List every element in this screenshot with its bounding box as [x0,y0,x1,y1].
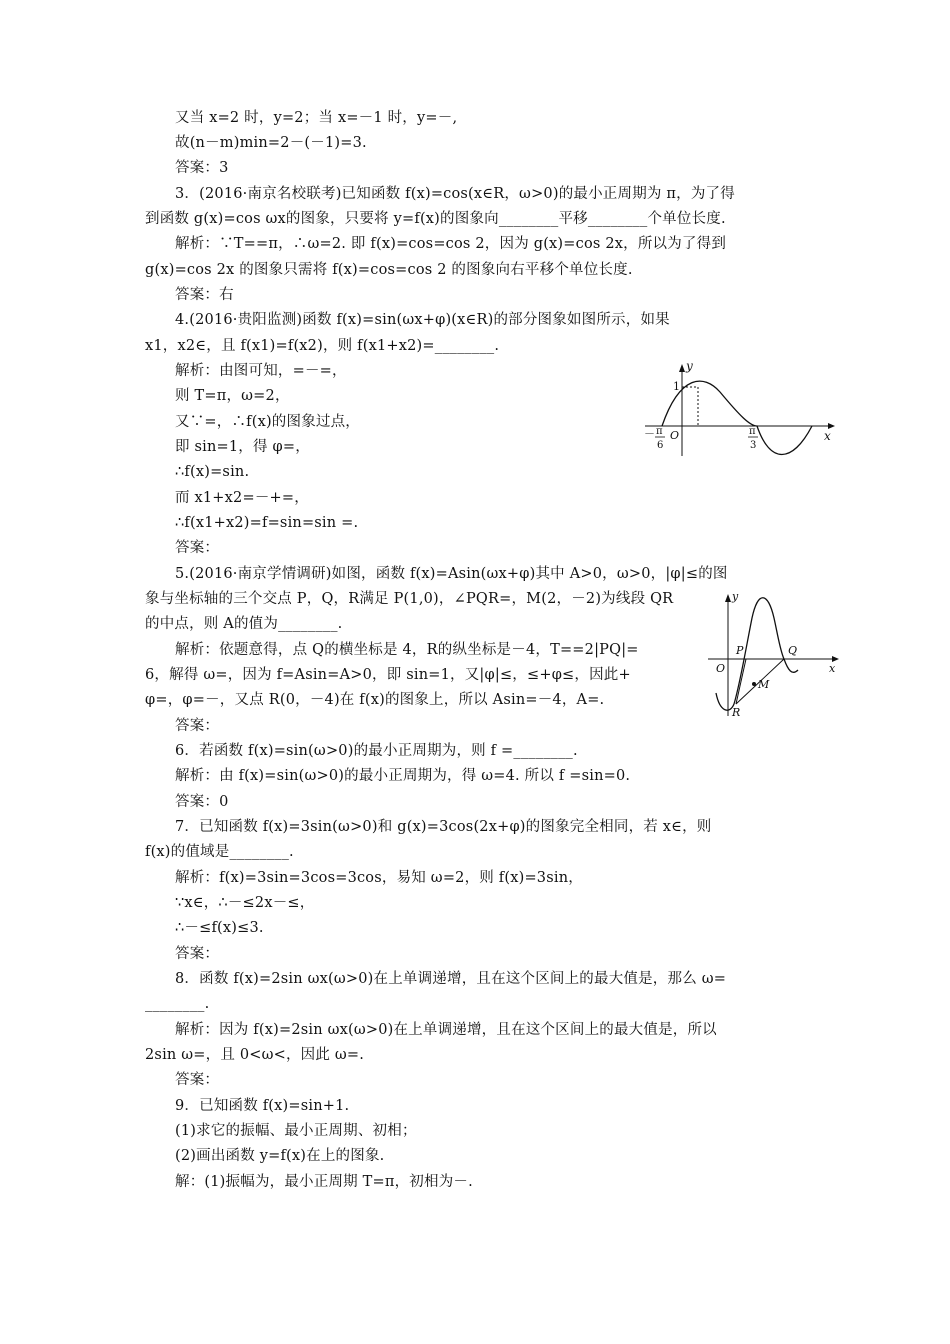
text-line: (2)画出函数 y=f(x)在上的图象. [175,1148,385,1164]
text-line: 又∵=，∴f(x)的图象过点， [175,414,361,430]
text-line: x1，x2∈，且 f(x1)=f(x2)，则 f(x1+x2)=________. [145,338,500,354]
y-axis-arrow [725,594,731,602]
text-line: 8．函数 f(x)=2sin ωx(ω>0)在上单调递增，且在这个区间上的最大值是，那么 ω= [175,971,727,987]
fig1-y-label: y [686,360,693,373]
text-line: 解析：因为 f(x)=2sin ωx(ω>0)在上单调递增，且在这个区间上的最大值是，所以 [175,1022,717,1038]
text-line: 象与坐标轴的三个交点 P，Q，R满足 P(1,0)，∠PQR=，M(2，－2)为线段 QR [145,591,674,607]
text-line: ∴f(x1+x2)=f=sin=sin =. [175,515,359,531]
text-line: 则 T=π，ω=2， [175,388,290,404]
fig2-y-label: y [732,590,739,603]
text-line: 的中点，则 A的值为________. [145,616,343,632]
fig1-x-label: x [824,429,831,443]
sine-curve [662,381,812,454]
text-line: 解析：由 f(x)=sin(ω>0)的最小正周期为，得 ω=4. 所以 f =sin=0. [175,768,631,784]
text-line: ∵x∈，∴－≤2x－≤， [175,895,315,911]
text-line: ∴－≤f(x)≤3. [175,920,264,936]
text-line: 答案：3 [175,160,229,176]
fig2-r-label: R [732,706,741,718]
text-line: 故(n－m)min=2－(－1)=3. [175,135,367,151]
text-line: 3．(2016·南京名校联考)已知函数 f(x)=cos(x∈R，ω>0)的最小正周期为 π，为了得 [175,186,735,202]
point-m [752,682,756,686]
text-line: 2sin ω=，且 0<ω<，因此 ω=. [145,1047,365,1063]
text-line: 答案：右 [175,287,234,303]
text-line: 9．已知函数 f(x)=sin+1. [175,1098,350,1114]
text-line: 答案： [175,1072,220,1088]
text-line: 即 sin=1，得 φ=， [175,439,310,455]
text-line: φ=，φ=－，又点 R(0，－4)在 f(x)的图象上，所以 Asin=－4，A=. [145,692,605,708]
pqr-graph-figure [706,588,840,718]
fig2-p-label: P [736,644,744,657]
text-line: 又当 x=2 时，y=2；当 x=－1 时，y=－, [175,110,458,126]
text-line: ________. [145,996,210,1012]
y-axis-arrow [679,364,685,372]
text-line: 7．已知函数 f(x)=3sin(ω>0)和 g(x)=3cos(2x+φ)的图象完全相同，若 x∈，则 [175,819,712,835]
fig2-origin-label: O [716,662,726,675]
fig1-origin-label: O [670,429,680,442]
fig1-den: 3 [750,440,757,451]
fig1-neg-den: 6 [657,440,664,451]
segment-pr [736,659,746,704]
fig1-neg-pi: π [656,426,663,437]
text-line: 解析：由图可知，=－=， [175,363,347,379]
text-line: 解：(1)振幅为，最小正周期 T=π，初相为－. [175,1174,473,1190]
fig1-one-label: 1 [673,380,680,393]
text-line: (1)求它的振幅、最小正周期、初相； [175,1123,417,1139]
text-line: 而 x1+x2=－+=， [175,490,309,506]
text-line: 答案： [175,946,220,962]
fig1-neg-sign: － [644,427,655,440]
text-line: 答案： [175,540,220,556]
fig2-x-label: x [829,662,836,675]
fig2-q-label: Q [788,644,798,657]
text-line: ∴f(x)=sin. [175,464,250,480]
text-line: 答案：0 [175,794,229,810]
text-line: f(x)的值域是________. [145,844,294,860]
fig2-m-label: M [758,678,770,691]
text-line: 4.(2016·贵阳监测)函数 f(x)=sin(ωx+φ)(x∈R)的部分图象如图所示，如果 [175,312,670,328]
text-line: 6．若函数 f(x)=sin(ω>0)的最小正周期为，则 f =________. [175,743,578,759]
text-line: 到函数 g(x)=cos ωx的图象，只要将 y=f(x)的图象向________平移________个单位长度. [145,211,726,227]
text-line: 答案： [175,718,220,734]
text-line: 解析：∵T==π，∴ω=2. 即 f(x)=cos=cos 2，因为 g(x)=cos 2x，所以为了得到 [175,236,727,252]
text-line: g(x)=cos 2x 的图象只需将 f(x)=cos=cos 2 的图象向右平移个单位长度. [145,262,633,278]
text-line: 5.(2016·南京学情调研)如图，函数 f(x)=Asin(ωx+φ)其中 A>0，ω>0，|φ|≤的图 [175,566,728,582]
sine-graph-figure [640,360,840,460]
text-line: 解析：依题意得，点 Q的横坐标是 4，R的纵坐标是－4，T==2|PQ|= [175,642,639,658]
text-line: 解析：f(x)=3sin=3cos=3cos，易知 ω=2，则 f(x)=3sin， [175,870,583,886]
text-line: 6，解得 ω=，因为 f=Asin=A>0，即 sin=1，又|φ|≤，≤+φ≤，因此+ [145,667,631,683]
fig1-pi: π [749,426,756,437]
